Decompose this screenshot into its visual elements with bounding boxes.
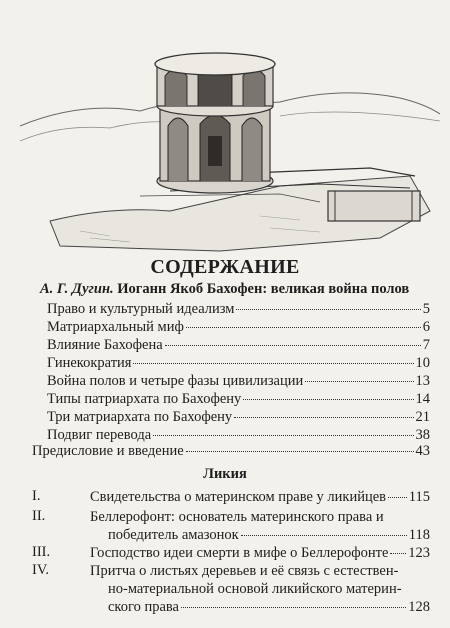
toc-entry-page: 7 [422, 337, 430, 353]
contents-heading: СОДЕРЖАНИЕ [150, 256, 300, 278]
section-title: Ликия [203, 466, 247, 482]
toc-leader [236, 309, 420, 310]
toc-entry[interactable] [47, 373, 430, 389]
toc-entry-title: Типы патриархата по Бахофену [47, 391, 242, 407]
toc-entry-page: 13 [415, 373, 430, 389]
toc-entry-title: Гинекократия [47, 355, 132, 371]
toc-entry[interactable] [47, 337, 430, 353]
toc-entry-page: 5 [422, 301, 430, 317]
intro-author: А. Г. Дугин. [40, 281, 114, 297]
toc-entry-title: Подвиг перевода [47, 427, 152, 443]
toc-entry-title: Три матриархата по Бахофену [47, 409, 233, 425]
toc-entry-page: 43 [415, 443, 430, 459]
chapter-number: I. [32, 488, 41, 504]
toc-entry[interactable] [90, 544, 430, 562]
toc-leader [241, 535, 407, 536]
toc-entry-page: 10 [415, 355, 430, 371]
chapter-number: IV. [32, 562, 50, 578]
toc-leader [305, 381, 413, 382]
toc-entry-title: Война полов и четыре фазы цивилизации [47, 373, 304, 389]
toc-entry-page: 118 [408, 527, 430, 543]
toc-entry[interactable] [47, 427, 430, 443]
toc-leader [153, 435, 413, 436]
toc-entry-title: Влияние Бахофена [47, 337, 163, 353]
toc-leader [234, 417, 413, 418]
toc-entry[interactable] [90, 562, 430, 616]
toc-entry[interactable] [47, 301, 430, 317]
toc-entry[interactable] [47, 409, 430, 425]
toc-entry[interactable] [90, 488, 430, 506]
toc-entry[interactable] [47, 319, 430, 335]
toc-entry[interactable] [47, 391, 430, 407]
toc-entry-title: Притча о листьях деревьев и её связь с естествен- [90, 563, 399, 579]
toc-entry-page: 123 [408, 545, 430, 561]
toc-entry-title-cont: но-материальной основой ликийского материн- [108, 581, 402, 597]
toc-entry-title: Беллерофонт: основатель материнского права и [90, 509, 384, 525]
toc-leader [186, 327, 421, 328]
chapter-number: III. [32, 544, 51, 560]
toc-entry-title: Матриархальный миф [47, 319, 184, 335]
toc-entry-title-cont: победитель амазонок [108, 527, 239, 543]
toc-entry-page: 115 [408, 489, 430, 505]
toc-leader [390, 553, 406, 554]
toc-entry-page: 6 [422, 319, 430, 335]
toc-entry[interactable] [90, 508, 430, 544]
toc-entry-page: 128 [408, 599, 430, 615]
toc-entry-title: Предисловие и введение [32, 443, 184, 459]
toc-entry[interactable] [47, 355, 430, 371]
toc-entry-page: 21 [415, 409, 430, 425]
toc-leader [243, 399, 413, 400]
toc-entry-title: Господство идеи смерти в мифе о Беллерофонте [90, 545, 389, 561]
toc-entry-preface[interactable] [32, 443, 430, 459]
intro-heading [40, 281, 440, 298]
toc-entry-page: 14 [415, 391, 430, 407]
toc-leader [186, 451, 414, 452]
toc-leader [133, 363, 413, 364]
toc-leader [165, 345, 421, 346]
toc-leader [181, 607, 406, 608]
rotunda-illustration [20, 6, 440, 256]
toc-entry-title-cont: ского права [108, 599, 179, 615]
toc-entry-page: 38 [415, 427, 430, 443]
toc-entry-title: Право и культурный идеализм [47, 301, 235, 317]
intro-title: Иоганн Якоб Бахофен: великая война полов [117, 281, 410, 297]
toc-entry-title: Свидетельства о материнском праве у ликийцев [90, 489, 387, 505]
chapter-number: II. [32, 508, 46, 524]
toc-leader [388, 497, 407, 498]
